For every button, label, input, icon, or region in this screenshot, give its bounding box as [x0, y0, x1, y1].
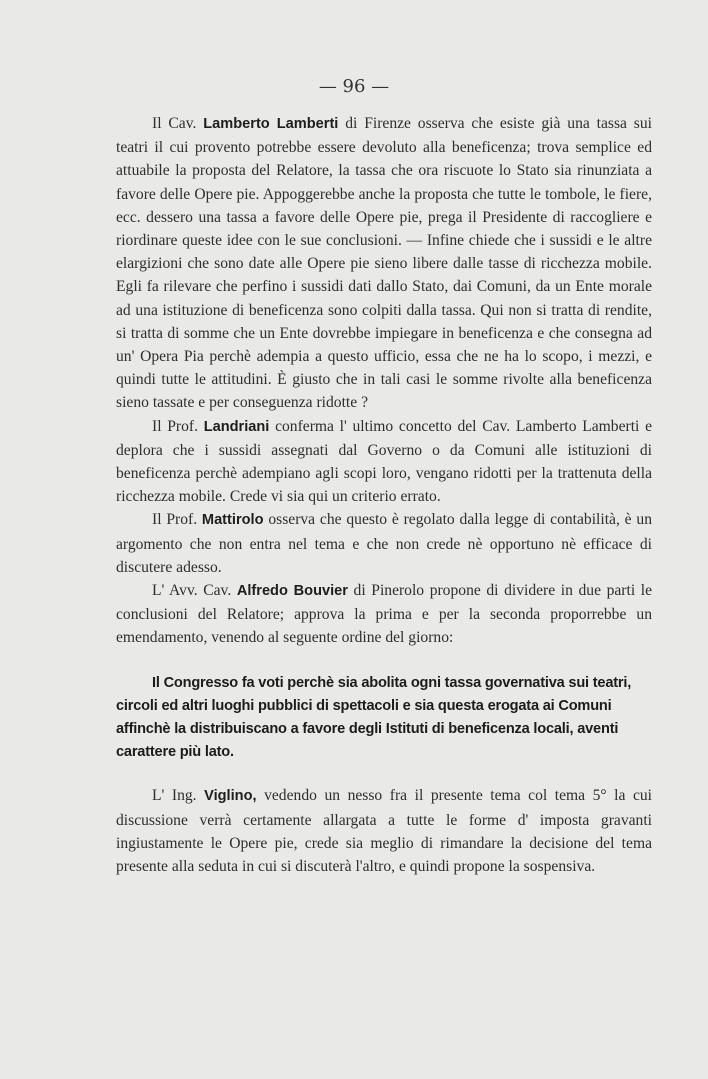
- resolution-line: carattere più lato.: [116, 744, 234, 761]
- paragraph-intro: L' Ing.: [152, 787, 205, 805]
- paragraph-text: osserva che questo è regolato dalla legge di contabilità, è un argomento che non entra nel tema e che non crede nè opportuno nè efficace di discutere adesso.: [116, 511, 652, 576]
- paragraph-viglino: [116, 784, 652, 878]
- paragraph-mattirolo: [116, 508, 652, 579]
- resolution-line: Il Congresso fa voti perchè sia abolita ogni tassa governativa sui teatri,: [152, 674, 632, 691]
- resolution-text: [116, 672, 652, 765]
- paragraph-intro: Il Prof.: [152, 511, 202, 529]
- paragraph-intro: Il Cav.: [152, 115, 204, 132]
- paragraph-bouvier: [116, 579, 652, 650]
- paragraph-landriani: [116, 415, 652, 509]
- paragraph-text: vedendo un nesso fra il presente tema col tema 5° la cui discussione verrà certamente allargata a tutte le forme d' imposta gravanti ingiustamente le Opere pie, crede sia meglio di rimandare la decisione del tema presente alla seduta in cui si discuterà l'altro, e quindi propone la sospensiva.: [116, 787, 652, 876]
- paragraph-text: di Firenze osserva che esiste già una tassa sui teatri il cui provento potrebbe essere devoluto alla beneficenza; trova semplice ed attuabile la proposta del Relatore, la tassa che ora riscuote lo Stato sia rinunziata a favore delle Opere pie. Appoggerebbe anche la proposta che tutte le tombole, le fiere, ecc. dessero una tassa a favore delle Opere pie, prega il Presidente di raccogliere e riordinare queste idee con le sue conclusioni. — Infine chiede che i sussidi e le altre elargizioni che sono date alle Opere pie sieno libere dalle tasse di ricchezza mobile. Egli fa rilevare che perfino i sussidi dati dallo Stato, dai Comuni, da un Ente morale ad una istituzione di beneficenza sono colpiti dalla tassa. Qui non si tratta di rendite, si tratta di somme che un Ente dovrebbe impiegare in beneficenza e che consegna ad un' Opera Pia perchè adempia a questo ufficio, essa che ne ha lo scopo, i mezzi, e quindi tutte le attitudini. È giusto che in tali casi le somme rivolte alla beneficenza sieno tassate e per conseguenza ridotte ?: [116, 115, 653, 412]
- speaker-name: Viglino,: [204, 788, 257, 805]
- resolution-line: affinchè la distribuiscano a favore degli Istituti di beneficenza locali, aventi: [116, 721, 619, 738]
- paragraph-lamberti: [116, 112, 652, 415]
- body-text: [116, 112, 652, 878]
- resolution-line: circoli ed altri luoghi pubblici di spettacoli e sia questa erogata ai Comuni: [116, 697, 612, 714]
- paragraph-text: di Pinerolo propone di dividere in due parti le conclusioni del Relatore; approva la prima e per la seconda proporrebbe un emendamento, venendo al seguente ordine del giorno:: [116, 582, 652, 647]
- page-number: — 96 —: [318, 76, 390, 97]
- paragraph-intro: L' Avv. Cav.: [152, 582, 237, 600]
- paragraph-intro: Il Prof.: [152, 417, 204, 435]
- speaker-name: Mattirolo: [201, 512, 264, 529]
- speaker-name: Landriani: [203, 418, 270, 435]
- speaker-name: Alfredo Bouvier: [236, 583, 348, 600]
- paragraph-text: conferma l' ultimo concetto del Cav. Lamberto Lamberti e deplora che i sussidi assegnati dal Governo o da Comuni alle istituzioni di beneficenza perchè adempiano agli scopi loro, vengano ridotti per la trattenuta della ricchezza mobile. Crede vi sia qui un criterio errato.: [116, 417, 652, 506]
- speaker-name: Lamberto Lamberti: [203, 116, 339, 132]
